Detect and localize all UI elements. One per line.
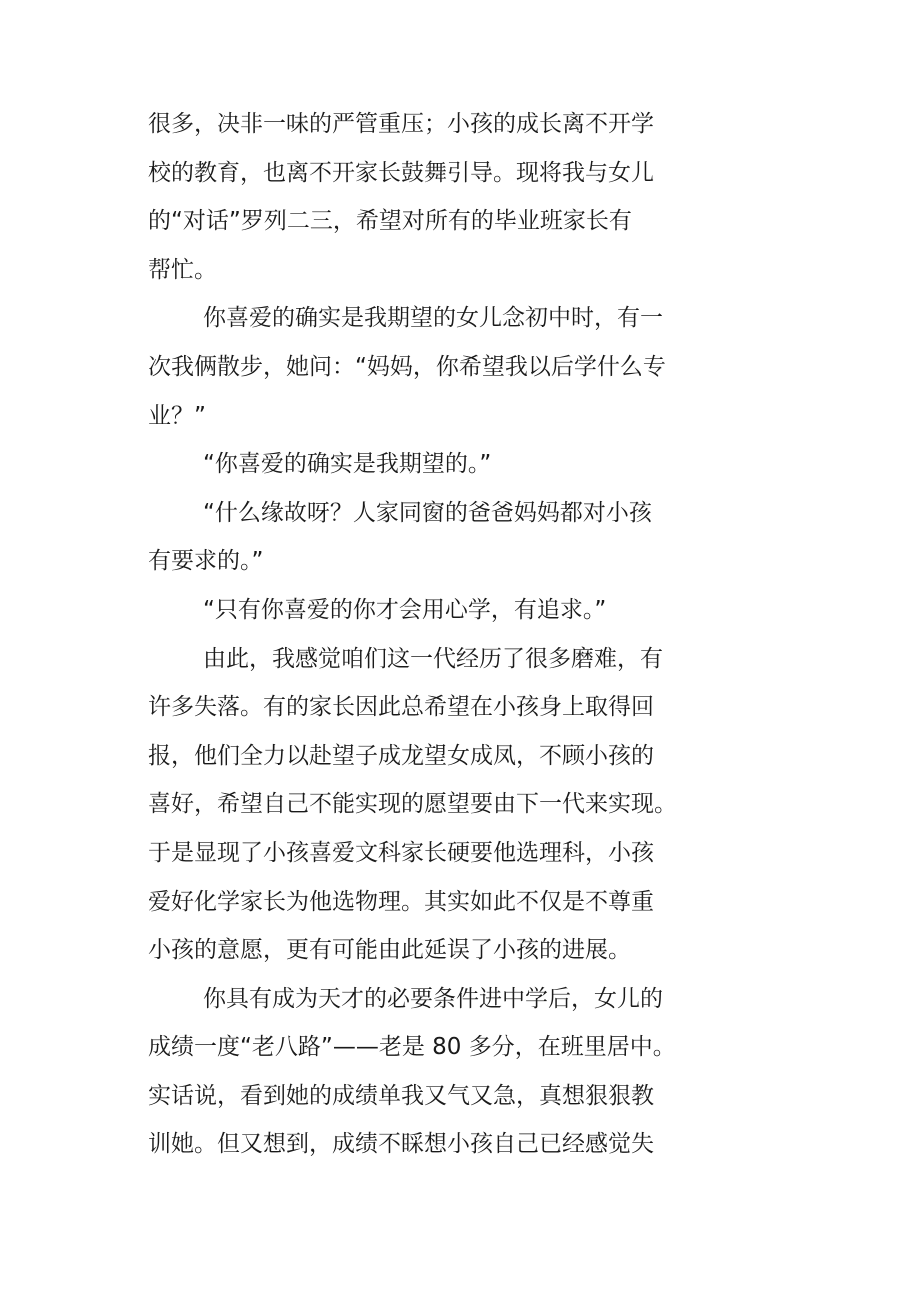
text-line: 实话说，看到她的成绩单我又气又急，真想狠狠教 <box>148 1082 654 1109</box>
text-line: 校的教育，也离不开家长鼓舞引导。现将我与女儿 <box>148 159 654 186</box>
text-line: 你具有成为天才的必要条件进中学后，女儿的 <box>203 985 663 1012</box>
text-line: 的“对话”罗列二三，希望对所有的毕业班家长有 <box>148 208 632 235</box>
text-line: 业？” <box>148 402 206 429</box>
text-line: 爱好化学家长为他选物理。其实如此不仅是不尊重 <box>148 888 654 915</box>
text-line: 喜好，希望自己不能实现的愿望要由下一代来实现。 <box>148 791 677 818</box>
body-text <box>148 100 708 1169</box>
text-line: 有要求的。” <box>148 548 264 575</box>
text-line: “你喜爱的确实是我期望的。” <box>203 451 492 478</box>
text-line: “只有你喜爱的你才会用心学，有追求。” <box>203 596 607 623</box>
text-line: 于是显现了小孩喜爱文科家长硬要他选理科，小孩 <box>148 839 654 866</box>
text-line: “什么缘故呀？人家同窗的爸爸妈妈都对小孩 <box>203 499 652 526</box>
text-line: 很多，决非一味的严管重压；小孩的成长离不开学 <box>148 111 654 137</box>
text-line: 次我俩散步，她问：“妈妈，你希望我以后学什么专 <box>148 353 666 380</box>
text-line: 你喜爱的确实是我期望的女儿念初中时，有一 <box>203 305 663 332</box>
text-line: 由此，我感觉咱们这一代经历了很多磨难，有 <box>203 645 663 672</box>
text-line: 帮忙。 <box>148 256 217 283</box>
text-line: 训她。但又想到，成绩不睬想小孩自己已经感觉失 <box>148 1131 654 1158</box>
text-line: 报，他们全力以赴望子成龙望女成凤，不顾小孩的 <box>148 742 654 769</box>
text-line: 小孩的意愿，更有可能由此延误了小孩的进展。 <box>148 937 631 964</box>
text-line: 成绩一度“老八路”——老是 80 多分，在班里居中。 <box>148 1034 676 1061</box>
text-line: 许多失落。有的家长因此总希望在小孩身上取得回 <box>148 694 654 721</box>
